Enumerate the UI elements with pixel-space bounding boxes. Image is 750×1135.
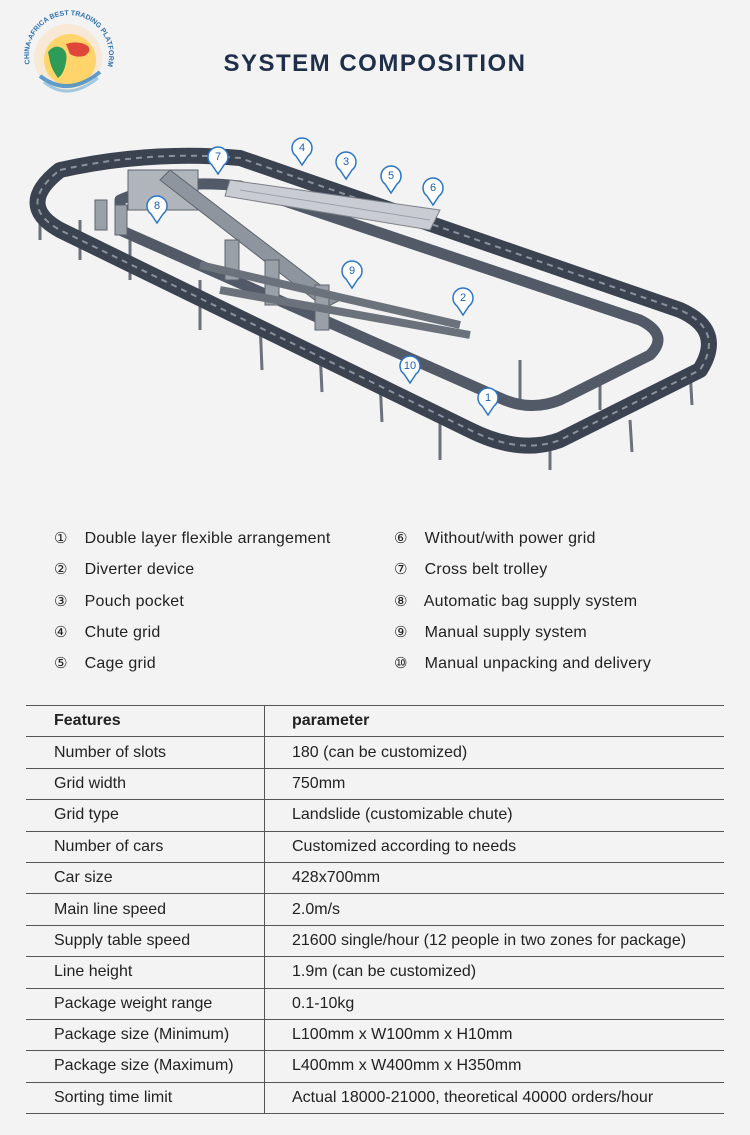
- table-row: Number of slots 180 (can be customized): [26, 737, 724, 768]
- legend-item: ⑤ Cage grid: [54, 654, 156, 673]
- callout-pin: [400, 356, 420, 383]
- callout-pin: [147, 196, 167, 223]
- svg-text:3: 3: [342, 156, 350, 168]
- table-row: Package weight range 0.1-10kg: [26, 988, 724, 1019]
- callout-pin: [292, 138, 312, 165]
- callout-pin: [208, 147, 228, 174]
- legend-item: ⑧ Automatic bag supply system: [394, 591, 638, 610]
- table-row: Package size (Minimum) L100mm x W100mm x H10mm: [26, 1019, 724, 1050]
- spec-table: [26, 705, 724, 1114]
- svg-text:7: 7: [214, 151, 222, 163]
- table-row: Line height 1.9m (can be customized): [26, 957, 724, 988]
- table-row: Car size 428x700mm: [26, 862, 724, 893]
- svg-text:9: 9: [348, 265, 356, 277]
- table-row: Main line speed 2.0m/s: [26, 894, 724, 925]
- legend-item: ⑩ Manual unpacking and delivery: [394, 654, 652, 673]
- table-row: Grid type Landslide (customizable chute): [26, 800, 724, 831]
- callout-pin: [336, 152, 356, 179]
- legend-item: ④ Chute grid: [54, 622, 161, 641]
- header-parameter: parameter: [265, 706, 725, 737]
- svg-text:10: 10: [403, 360, 417, 372]
- sorter-diagram: [0, 130, 750, 510]
- svg-text:1: 1: [484, 392, 492, 404]
- legend-item: ⑨ Manual supply system: [394, 622, 587, 641]
- table-row: Supply table speed 21600 single/hour (12 people in two zones for package): [26, 925, 724, 956]
- svg-text:6: 6: [429, 182, 437, 194]
- legend-item: ③ Pouch pocket: [54, 591, 185, 610]
- svg-text:8: 8: [153, 200, 161, 212]
- logo-text: CHINA-AFRICA BEST TRADING PLATFORM: [23, 10, 115, 68]
- table-row: Package size (Maximum) L400mm x W400mm x H350mm: [26, 1051, 724, 1082]
- legend-item: ⑦ Cross belt trolley: [394, 560, 548, 579]
- legend-item: ⑥ Without/with power grid: [394, 529, 596, 547]
- table-row: Grid width 750mm: [26, 768, 724, 799]
- callout-pin: [381, 166, 401, 193]
- legend-left: [54, 528, 331, 684]
- page-title: SYSTEM COMPOSITION: [223, 50, 527, 77]
- legend-item: ② Diverter device: [54, 560, 195, 579]
- svg-text:4: 4: [298, 142, 306, 154]
- table-row: Number of cars Customized according to needs: [26, 831, 724, 862]
- callout-pin: [342, 261, 362, 288]
- callout-pin: [453, 288, 473, 315]
- legend-item: ① Double layer flexible arrangement: [54, 529, 331, 547]
- table-row: Sorting time limit Actual 18000-21000, theoretical 40000 orders/hour: [26, 1082, 724, 1113]
- header-features: Features: [26, 706, 265, 737]
- legend-right: [394, 528, 651, 684]
- table-header-row: [26, 706, 724, 737]
- svg-text:2: 2: [459, 292, 467, 304]
- svg-text:5: 5: [387, 170, 395, 182]
- callout-pin: [423, 178, 443, 205]
- callout-pin: [478, 388, 498, 415]
